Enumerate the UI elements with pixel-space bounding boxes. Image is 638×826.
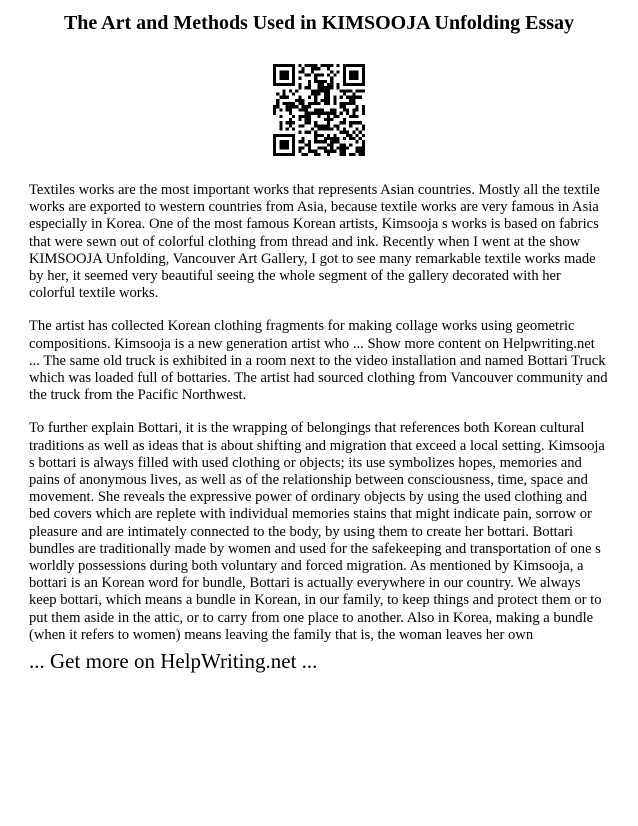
paragraph-2: The artist has collected Korean clothing fragments for making collage works using geometric compositions. Kimsooja is a new generation artist who ... Show more content on Helpwriting.net ... The same old truck is exhibited in a room next to the video installation and named Bottari Truck which was loaded full of bottaries. The artist had sourced clothing from Vancouver community and the truck from the Pacific Northwest. — [29, 318, 608, 404]
essay-body — [29, 182, 609, 660]
paragraph-1: Textiles works are the most important works that represents Asian countries. Mostly all the textile works are exported to western countries from Asia, because textile works are very famous in Asia especially in Korea. One of the most famous Korean artists, Kimsooja s works is based on fabrics that were sewn out of colorful clothing from thread and ink. Recently when I went at the show KIMSOOJA Unfolding, Vancouver Art Gallery, I got to see many remarkable textile works made by her, it seemed very beautiful seeing the whole segment of the gallery decorated with her colorful textile works. — [29, 182, 600, 302]
document-title: The Art and Methods Used in KIMSOOJA Unfolding Essay — [63, 12, 575, 34]
qr-code-icon — [273, 64, 365, 156]
paragraph-3: To further explain Bottari, it is the wrapping of belongings that references both Korean cultural traditions as well as ideas that is about shifting and migration that exceed a local setting. Kimsooja s bottari is always filled with used clothing or objects; its use symbolizes hopes, memories and pains of anonymous lives, as well as of the relationship between consciousness, time, space and movement. She reveals the expressive power of ordinary objects by using the used clothing and bed covers which are replete with individual memories stains that might indicate pain, sorrow or pleasure and are intimately connected to the body, by using them to create her bottari. Bottari bundles are traditionally made by women and used for the safekeeping and transportation of one s worldly possessions during both voluntary and forced migration. As mentioned by Kimsooja, a bottari is an Korean word for bundle, Bottari is actually everywhere in our country. We always keep bottari, which means a bundle in Korean, in our family, to keep things and protect them or to put them aside in the attic, or to carry from one place to another. Also in Korea, making a bundle (when it refers to women) means leaving the family that is, the woman leaves her own — [29, 420, 605, 643]
more-content-link[interactable]: ... Get more on HelpWriting.net ... — [29, 649, 318, 673]
